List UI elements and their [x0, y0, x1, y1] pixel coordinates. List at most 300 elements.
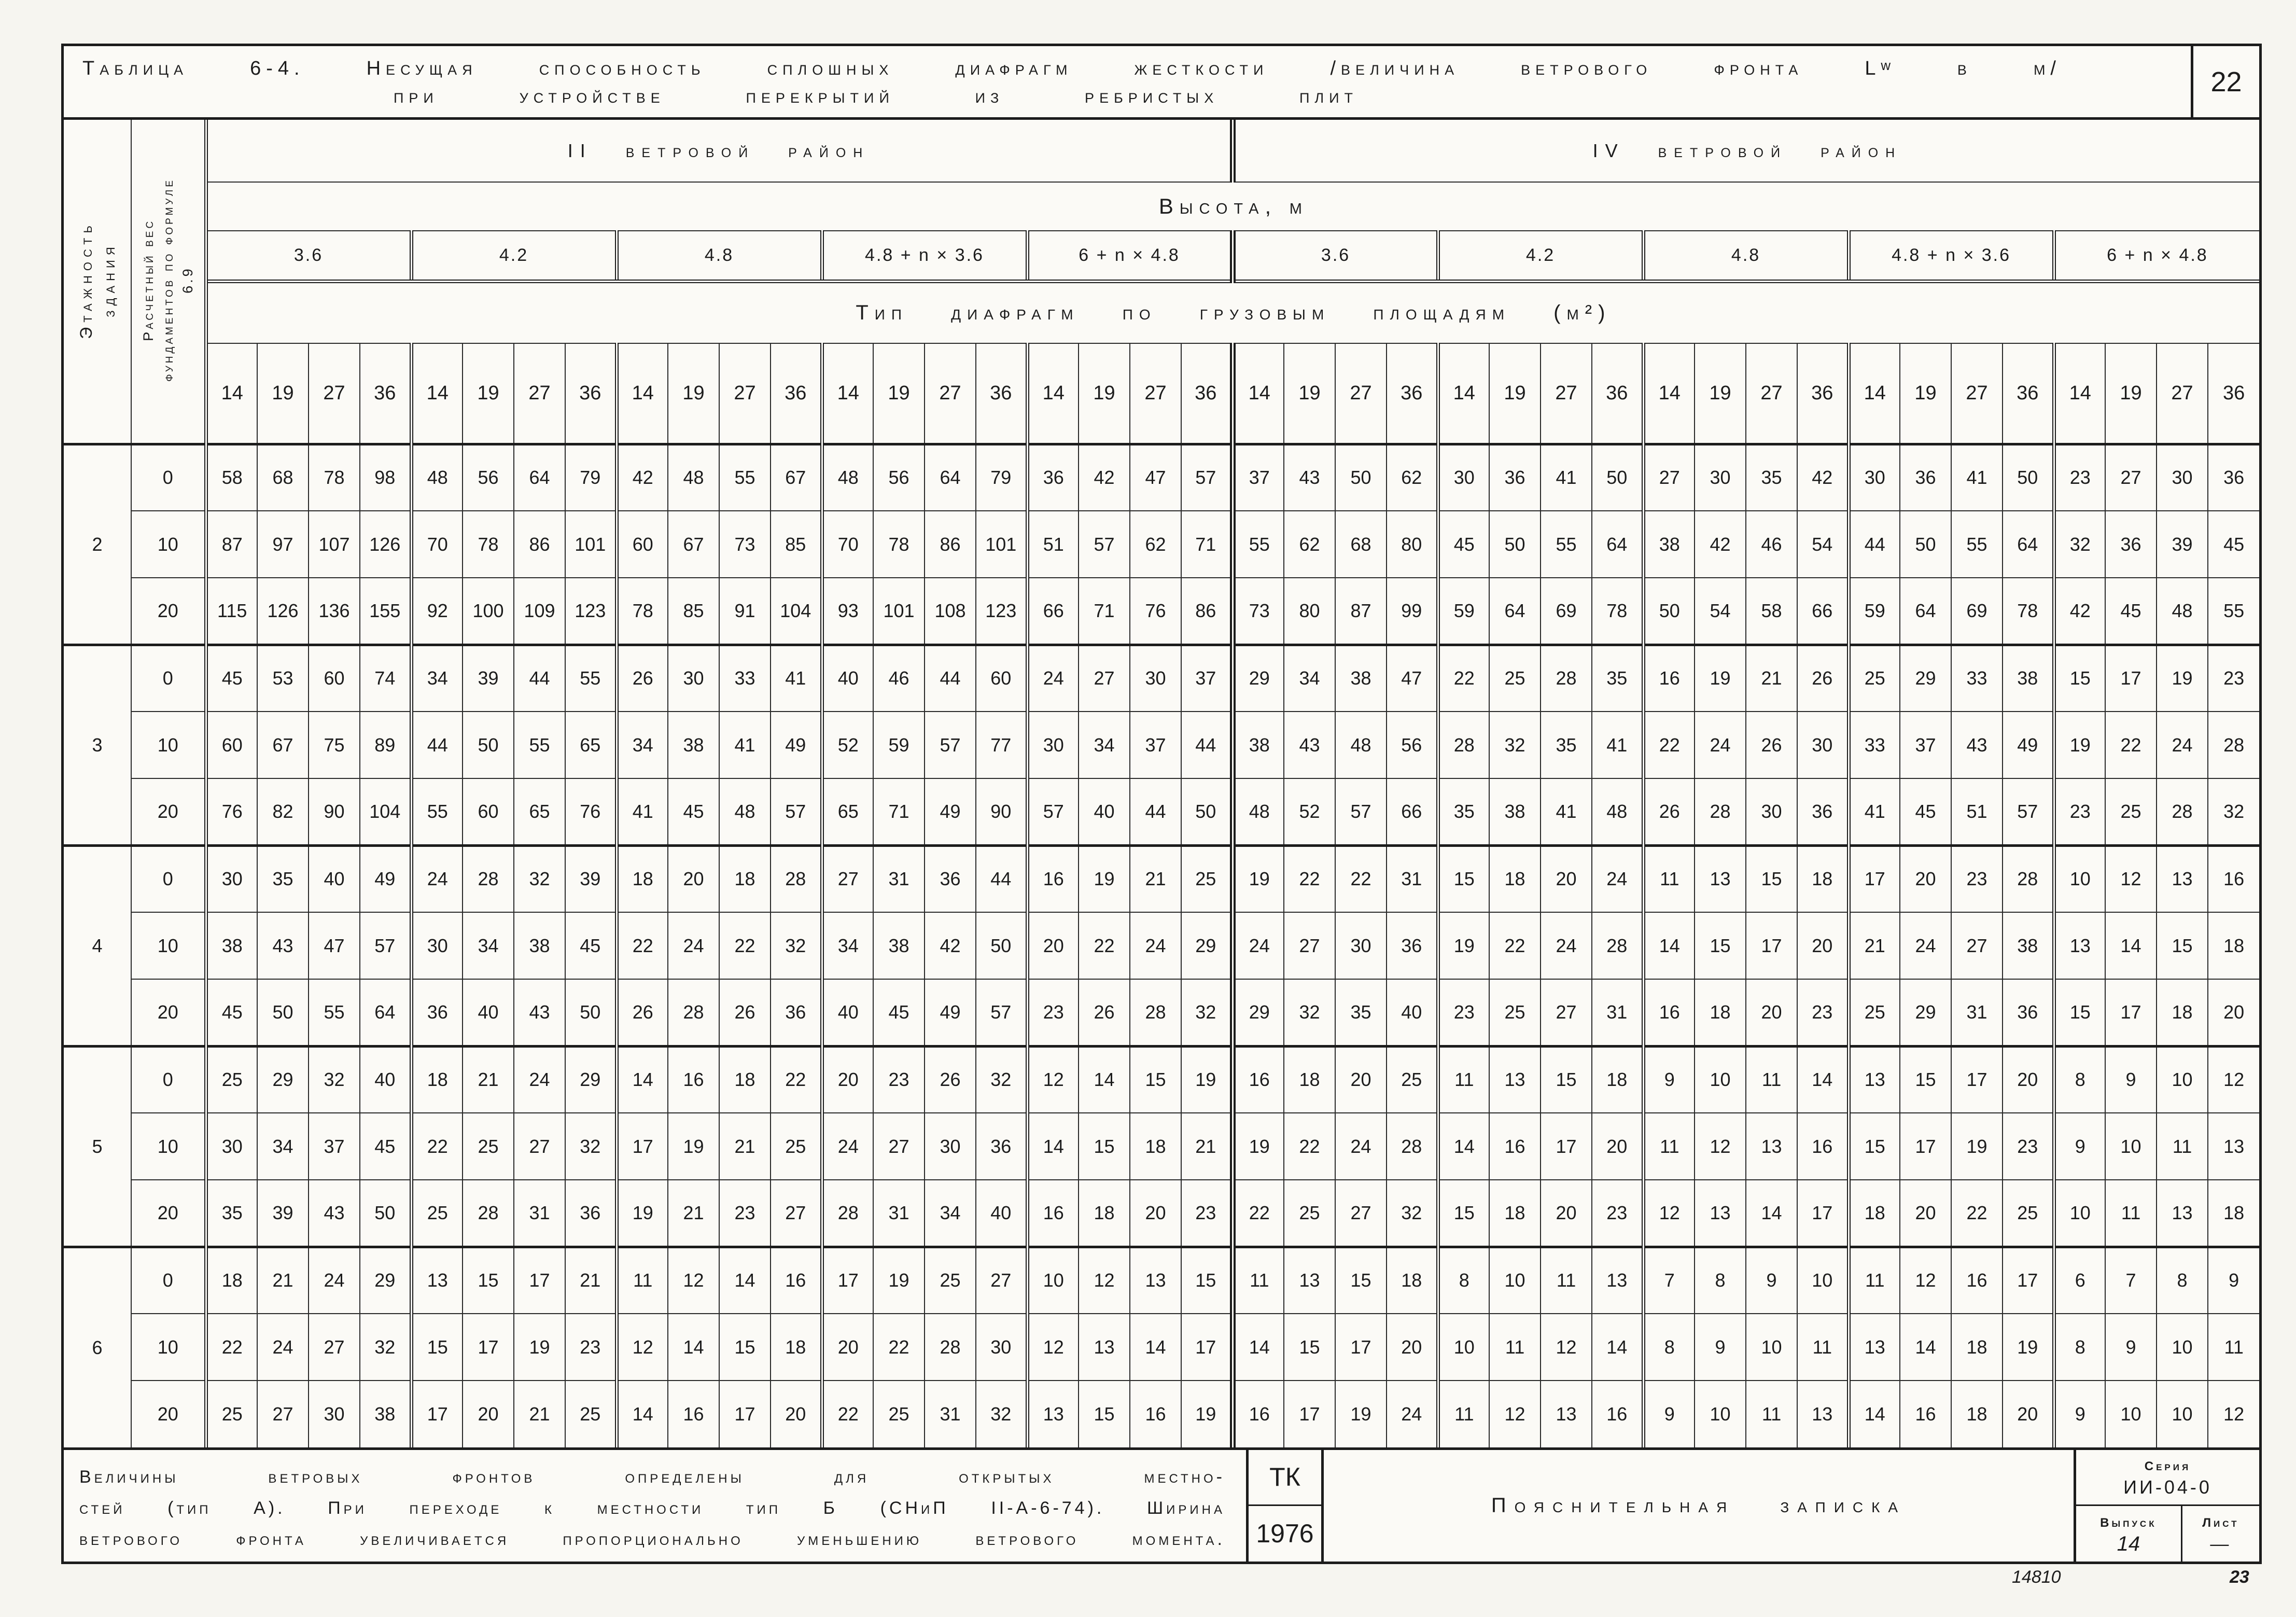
value-cell: 14	[1592, 1314, 1643, 1381]
value-cell: 11	[1746, 1381, 1797, 1447]
value-cell: 10	[1746, 1314, 1797, 1381]
value-cell: 48	[2157, 578, 2208, 645]
issue-sheet-row	[2076, 1506, 2259, 1562]
value-cell: 43	[257, 912, 309, 979]
value-cell: 29	[257, 1046, 309, 1113]
value-cell: 60	[617, 511, 668, 578]
value-cell: 28	[925, 1314, 976, 1381]
value-cell: 31	[514, 1180, 565, 1247]
value-cell: 28	[463, 845, 514, 912]
value-cell: 11	[1233, 1247, 1284, 1314]
value-cell: 17	[2003, 1247, 2054, 1314]
value-cell: 50	[1335, 444, 1387, 511]
value-cell: 93	[822, 578, 873, 645]
value-cell: 35	[206, 1180, 257, 1247]
area-header: 27	[1746, 343, 1797, 444]
value-cell: 20	[1541, 845, 1592, 912]
value-cell: 13	[1079, 1314, 1130, 1381]
value-cell: 56	[1387, 712, 1438, 778]
table-row	[64, 1113, 2259, 1180]
table-row	[64, 444, 2259, 511]
value-cell: 45	[1900, 778, 1951, 845]
value-cell: 17	[1849, 845, 1900, 912]
value-cell: 45	[1438, 511, 1489, 578]
value-cell: 13	[1746, 1113, 1797, 1180]
value-cell: 54	[1797, 511, 1849, 578]
value-cell: 76	[1130, 578, 1181, 645]
area-header: 27	[925, 343, 976, 444]
value-cell: 14	[1438, 1113, 1489, 1180]
table-body	[64, 444, 2259, 1447]
weight-cell: 0	[131, 1247, 206, 1314]
area-header: 19	[463, 343, 514, 444]
value-cell: 17	[1181, 1314, 1233, 1381]
value-cell: 17	[1335, 1314, 1387, 1381]
value-cell: 18	[1592, 1046, 1643, 1113]
value-cell: 22	[1643, 712, 1695, 778]
value-cell: 16	[1643, 979, 1695, 1046]
value-cell: 17	[617, 1113, 668, 1180]
value-cell: 16	[2208, 845, 2259, 912]
value-cell: 107	[309, 511, 360, 578]
value-cell: 32	[976, 1046, 1027, 1113]
value-cell: 42	[2054, 578, 2105, 645]
table-row	[64, 912, 2259, 979]
value-cell: 39	[257, 1180, 309, 1247]
value-cell: 23	[2208, 645, 2259, 712]
value-cell: 27	[1079, 645, 1130, 712]
value-cell: 21	[565, 1247, 617, 1314]
value-cell: 12	[1079, 1247, 1130, 1314]
value-cell: 91	[719, 578, 771, 645]
value-cell: 15	[1438, 845, 1489, 912]
value-cell: 23	[1181, 1180, 1233, 1247]
value-cell: 34	[257, 1113, 309, 1180]
value-cell: 47	[1130, 444, 1181, 511]
value-cell: 46	[1746, 511, 1797, 578]
value-cell: 87	[1335, 578, 1387, 645]
value-cell: 10	[2157, 1314, 2208, 1381]
value-cell: 24	[1027, 645, 1079, 712]
value-cell: 21	[1746, 645, 1797, 712]
value-cell: 29	[1181, 912, 1233, 979]
value-cell: 18	[1284, 1046, 1335, 1113]
value-cell: 13	[1027, 1381, 1079, 1447]
value-cell: 45	[2105, 578, 2157, 645]
value-cell: 13	[1541, 1381, 1592, 1447]
value-cell: 12	[1027, 1046, 1079, 1113]
value-cell: 15	[1438, 1180, 1489, 1247]
value-cell: 13	[2054, 912, 2105, 979]
value-cell: 27	[1335, 1180, 1387, 1247]
value-cell: 97	[257, 511, 309, 578]
weight-cell: 10	[131, 912, 206, 979]
value-cell: 32	[565, 1113, 617, 1180]
value-cell: 10	[2105, 1381, 2157, 1447]
value-cell: 23	[2054, 444, 2105, 511]
value-cell: 22	[617, 912, 668, 979]
height-header: 3.6	[1233, 231, 1438, 281]
value-cell: 11	[2157, 1113, 2208, 1180]
value-cell: 79	[976, 444, 1027, 511]
value-cell: 55	[2208, 578, 2259, 645]
value-cell: 108	[925, 578, 976, 645]
issue-value: 14	[2117, 1532, 2140, 1556]
value-cell: 32	[514, 845, 565, 912]
value-cell: 64	[360, 979, 411, 1046]
value-cell: 19	[2054, 712, 2105, 778]
footnote-line: стей (тип А). При переходе к местности тип Б (СНиП II-А-6-74). Ширина	[79, 1498, 1225, 1518]
area-header: 36	[2208, 343, 2259, 444]
value-cell: 38	[668, 712, 719, 778]
value-cell: 42	[617, 444, 668, 511]
value-cell: 57	[1181, 444, 1233, 511]
value-cell: 36	[411, 979, 463, 1046]
heights-row	[64, 231, 2259, 281]
value-cell: 14	[617, 1046, 668, 1113]
value-cell: 14	[617, 1381, 668, 1447]
value-cell: 13	[2157, 1180, 2208, 1247]
value-cell: 14	[1900, 1314, 1951, 1381]
table-row	[64, 979, 2259, 1046]
value-cell: 51	[1027, 511, 1079, 578]
value-cell: 17	[1900, 1113, 1951, 1180]
value-cell: 26	[925, 1046, 976, 1113]
value-cell: 48	[668, 444, 719, 511]
value-cell: 12	[1643, 1180, 1695, 1247]
value-cell: 48	[719, 778, 771, 845]
value-cell: 13	[1489, 1046, 1541, 1113]
value-cell: 41	[1592, 712, 1643, 778]
value-cell: 17	[719, 1381, 771, 1447]
value-cell: 41	[617, 778, 668, 845]
value-cell: 20	[1387, 1314, 1438, 1381]
value-cell: 50	[1489, 511, 1541, 578]
value-cell: 64	[2003, 511, 2054, 578]
value-cell: 29	[1900, 979, 1951, 1046]
value-cell: 22	[1489, 912, 1541, 979]
value-cell: 76	[206, 778, 257, 845]
area-header: 27	[1130, 343, 1181, 444]
height-label-row	[64, 182, 2259, 231]
value-cell: 28	[2208, 712, 2259, 778]
value-cell: 19	[1438, 912, 1489, 979]
value-cell: 27	[976, 1247, 1027, 1314]
storey-column-header	[64, 120, 131, 444]
weight-cell: 20	[131, 778, 206, 845]
storey-cell: 5	[64, 1046, 131, 1247]
value-cell: 25	[925, 1247, 976, 1314]
value-cell: 7	[2105, 1247, 2157, 1314]
value-cell: 51	[1951, 778, 2003, 845]
height-header: 4.8	[617, 231, 822, 281]
value-cell: 40	[360, 1046, 411, 1113]
value-cell: 9	[2105, 1314, 2157, 1381]
organization-code: ТК	[1249, 1450, 1321, 1506]
value-cell: 40	[463, 979, 514, 1046]
value-cell: 10	[1797, 1247, 1849, 1314]
value-cell: 66	[1797, 578, 1849, 645]
value-cell: 39	[2157, 511, 2208, 578]
value-cell: 16	[771, 1247, 822, 1314]
table-row	[64, 1046, 2259, 1113]
value-cell: 29	[565, 1046, 617, 1113]
value-cell: 26	[617, 645, 668, 712]
table-title-line-1: Таблица 6-4. Несущая способность сплошных диафрагм жесткости /величина ветрового фронта Lʷ в м/	[82, 58, 2061, 79]
value-cell: 34	[1079, 712, 1130, 778]
value-cell: 20	[668, 845, 719, 912]
value-cell: 50	[463, 712, 514, 778]
value-cell: 20	[1746, 979, 1797, 1046]
area-header: 36	[360, 343, 411, 444]
value-cell: 41	[1541, 444, 1592, 511]
value-cell: 10	[2054, 1180, 2105, 1247]
value-cell: 15	[1746, 845, 1797, 912]
value-cell: 123	[976, 578, 1027, 645]
value-cell: 10	[1027, 1247, 1079, 1314]
value-cell: 57	[925, 712, 976, 778]
value-cell: 57	[1079, 511, 1130, 578]
value-cell: 21	[1181, 1113, 1233, 1180]
value-cell: 24	[1900, 912, 1951, 979]
storey-label-line: Этажность	[76, 220, 95, 339]
value-cell: 24	[1335, 1113, 1387, 1180]
value-cell: 36	[925, 845, 976, 912]
value-cell: 39	[463, 645, 514, 712]
value-cell: 41	[1849, 778, 1900, 845]
weight-column-header	[131, 120, 206, 444]
region-iv-header: IV ветровой район	[1233, 120, 2259, 182]
value-cell: 24	[257, 1314, 309, 1381]
weight-cell: 20	[131, 1381, 206, 1447]
value-cell: 38	[206, 912, 257, 979]
value-cell: 22	[822, 1381, 873, 1447]
value-cell: 13	[1695, 1180, 1746, 1247]
value-cell: 21	[257, 1247, 309, 1314]
value-cell: 32	[2054, 511, 2105, 578]
value-cell: 28	[1130, 979, 1181, 1046]
value-cell: 43	[309, 1180, 360, 1247]
value-cell: 23	[1951, 845, 2003, 912]
value-cell: 71	[1181, 511, 1233, 578]
height-header: 4.8	[1643, 231, 1849, 281]
value-cell: 20	[2208, 979, 2259, 1046]
value-cell: 27	[1284, 912, 1335, 979]
value-cell: 64	[514, 444, 565, 511]
value-cell: 54	[1695, 578, 1746, 645]
weight-cell: 10	[131, 1113, 206, 1180]
value-cell: 39	[565, 845, 617, 912]
value-cell: 10	[2157, 1381, 2208, 1447]
value-cell: 50	[257, 979, 309, 1046]
storey-cell: 2	[64, 444, 131, 645]
value-cell: 15	[1541, 1046, 1592, 1113]
value-cell: 98	[360, 444, 411, 511]
value-cell: 32	[1284, 979, 1335, 1046]
value-cell: 20	[1592, 1113, 1643, 1180]
value-cell: 33	[1849, 712, 1900, 778]
value-cell: 17	[411, 1381, 463, 1447]
value-cell: 56	[873, 444, 925, 511]
value-cell: 49	[925, 979, 976, 1046]
value-cell: 49	[771, 712, 822, 778]
value-cell: 25	[1489, 979, 1541, 1046]
area-header: 14	[206, 343, 257, 444]
value-cell: 21	[1130, 845, 1181, 912]
value-cell: 123	[565, 578, 617, 645]
value-cell: 15	[1335, 1247, 1387, 1314]
value-cell: 24	[1695, 712, 1746, 778]
value-cell: 32	[976, 1381, 1027, 1447]
value-cell: 20	[1900, 845, 1951, 912]
value-cell: 78	[1592, 578, 1643, 645]
value-cell: 78	[873, 511, 925, 578]
value-cell: 64	[1592, 511, 1643, 578]
value-cell: 30	[206, 1113, 257, 1180]
value-cell: 38	[1233, 712, 1284, 778]
value-cell: 15	[1079, 1381, 1130, 1447]
value-cell: 49	[360, 845, 411, 912]
value-cell: 27	[822, 845, 873, 912]
area-header: 36	[1387, 343, 1438, 444]
value-cell: 24	[309, 1247, 360, 1314]
height-header: 4.2	[411, 231, 617, 281]
sheet-cell	[2182, 1506, 2259, 1562]
issue-cell	[2076, 1506, 2182, 1562]
value-cell: 23	[1797, 979, 1849, 1046]
value-cell: 25	[2003, 1180, 2054, 1247]
drawing-sheet	[61, 44, 2262, 1564]
value-cell: 28	[1438, 712, 1489, 778]
area-header: 14	[1027, 343, 1079, 444]
value-cell: 67	[257, 712, 309, 778]
value-cell: 23	[1438, 979, 1489, 1046]
value-cell: 13	[1797, 1381, 1849, 1447]
value-cell: 25	[771, 1113, 822, 1180]
value-cell: 19	[1233, 845, 1284, 912]
value-cell: 24	[1387, 1381, 1438, 1447]
value-cell: 126	[360, 511, 411, 578]
value-cell: 13	[1130, 1247, 1181, 1314]
value-cell: 36	[2208, 444, 2259, 511]
value-cell: 27	[514, 1113, 565, 1180]
value-cell: 65	[822, 778, 873, 845]
value-cell: 14	[1233, 1314, 1284, 1381]
page-mark: 23	[2230, 1567, 2249, 1587]
value-cell: 45	[206, 645, 257, 712]
table-row	[64, 712, 2259, 778]
value-cell: 10	[1695, 1046, 1746, 1113]
value-cell: 35	[1541, 712, 1592, 778]
value-cell: 13	[2208, 1113, 2259, 1180]
type-label-row	[64, 281, 2259, 343]
value-cell: 18	[1489, 1180, 1541, 1247]
value-cell: 15	[1284, 1314, 1335, 1381]
value-cell: 45	[873, 979, 925, 1046]
value-cell: 18	[771, 1314, 822, 1381]
value-cell: 50	[1643, 578, 1695, 645]
value-cell: 38	[1335, 645, 1387, 712]
value-cell: 30	[206, 845, 257, 912]
value-cell: 6	[2054, 1247, 2105, 1314]
value-cell: 15	[463, 1247, 514, 1314]
value-cell: 38	[360, 1381, 411, 1447]
value-cell: 19	[668, 1113, 719, 1180]
area-header: 14	[1438, 343, 1489, 444]
weight-cell: 20	[131, 1180, 206, 1247]
table-title	[64, 46, 2191, 117]
value-cell: 45	[668, 778, 719, 845]
value-cell: 50	[360, 1180, 411, 1247]
value-cell: 30	[668, 645, 719, 712]
value-cell: 15	[1181, 1247, 1233, 1314]
value-cell: 9	[1695, 1314, 1746, 1381]
value-cell: 25	[1181, 845, 1233, 912]
area-header: 19	[1695, 343, 1746, 444]
value-cell: 64	[925, 444, 976, 511]
value-cell: 14	[1643, 912, 1695, 979]
value-cell: 27	[1643, 444, 1695, 511]
value-cell: 22	[1284, 845, 1335, 912]
value-cell: 22	[873, 1314, 925, 1381]
table-row	[64, 1314, 2259, 1381]
value-cell: 78	[617, 578, 668, 645]
value-cell: 44	[1181, 712, 1233, 778]
value-cell: 30	[1797, 712, 1849, 778]
weight-cell: 20	[131, 979, 206, 1046]
value-cell: 32	[771, 912, 822, 979]
value-cell: 101	[565, 511, 617, 578]
value-cell: 27	[771, 1180, 822, 1247]
value-cell: 22	[771, 1046, 822, 1113]
value-cell: 22	[1284, 1113, 1335, 1180]
value-cell: 25	[206, 1046, 257, 1113]
value-cell: 31	[873, 845, 925, 912]
value-cell: 28	[1541, 645, 1592, 712]
weight-cell: 0	[131, 645, 206, 712]
area-header: 27	[309, 343, 360, 444]
value-cell: 11	[1797, 1314, 1849, 1381]
value-cell: 17	[1284, 1381, 1335, 1447]
value-cell: 57	[1335, 778, 1387, 845]
value-cell: 62	[1130, 511, 1181, 578]
value-cell: 12	[2105, 845, 2157, 912]
value-cell: 99	[1387, 578, 1438, 645]
value-cell: 9	[2105, 1046, 2157, 1113]
value-cell: 30	[925, 1113, 976, 1180]
value-cell: 19	[1181, 1381, 1233, 1447]
series-value: ИИ-04-0	[2123, 1476, 2212, 1498]
area-header: 14	[617, 343, 668, 444]
value-cell: 16	[1233, 1381, 1284, 1447]
value-cell: 17	[463, 1314, 514, 1381]
value-cell: 18	[1489, 845, 1541, 912]
value-cell: 34	[411, 645, 463, 712]
value-cell: 18	[1695, 979, 1746, 1046]
value-cell: 14	[1746, 1180, 1797, 1247]
value-cell: 15	[2054, 645, 2105, 712]
value-cell: 50	[1900, 511, 1951, 578]
storey-cell: 3	[64, 645, 131, 845]
area-header: 36	[1592, 343, 1643, 444]
value-cell: 25	[1849, 645, 1900, 712]
value-cell: 28	[463, 1180, 514, 1247]
area-header: 19	[1489, 343, 1541, 444]
value-cell: 20	[2003, 1046, 2054, 1113]
value-cell: 33	[719, 645, 771, 712]
value-cell: 82	[257, 778, 309, 845]
value-cell: 17	[1746, 912, 1797, 979]
